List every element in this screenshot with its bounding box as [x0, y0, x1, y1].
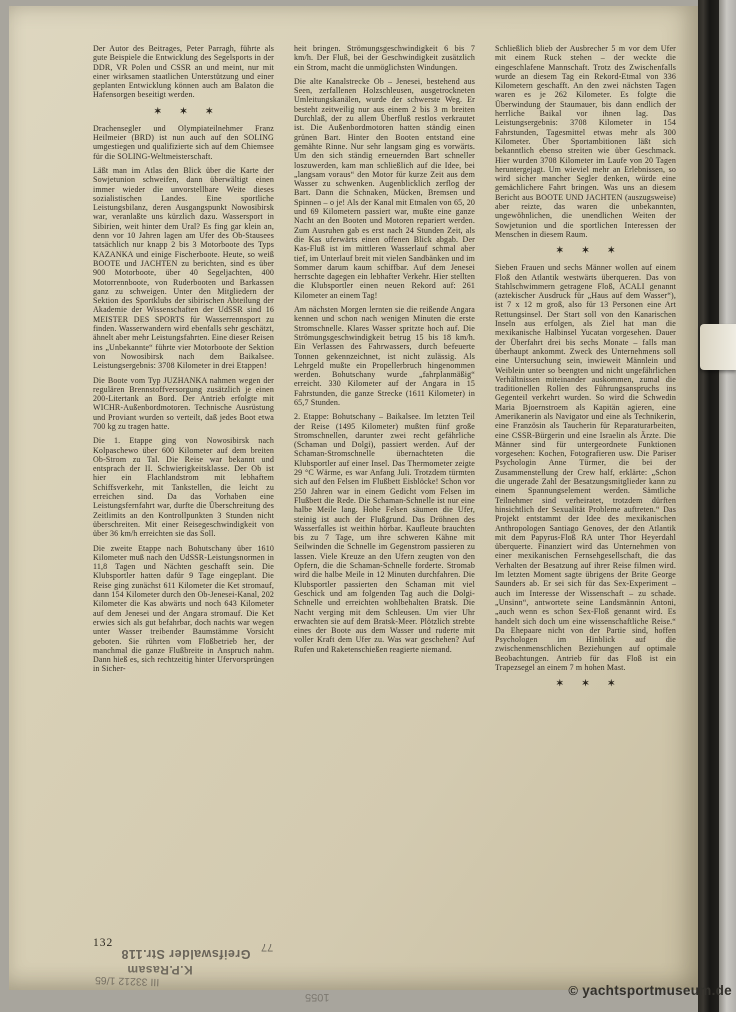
paragraph: Schließlich blieb der Ausbrecher 5 m vor dem Ufer mit einem Ruck stehen – der weckte die eingeschlafene Mannschaft. Trotz des Zwischenfalls wurde an diesem Tag ein Rekord-Etmal von 336 Kilometern geschafft. An den zwei nächsten Tagen waren es je 262 Kilometer. Es folgte die Überwindung der Staumauer, bis dann endlich der herrliche Baikal vor ihnen lag. Das Leistungsergebnis: 3708 Kilometer in 154 Fahrstunden, Tagesmittel etwas mehr als 300 Kilometer. Über Sportambitionen läßt sich bekanntlich ebenso streiten wie über Geschmack. Hier wurden 3708 Kilometer im Laufe von 20 Tagen heruntergejagt. Um wieviel mehr an Erlebnissen, so wird sicher mancher Segler denken, würde eine gemächlichere Fahrt bringen. Was uns an diesem Bericht aus BOOTE UND JACHTEN (auszugsweise) aber reizte, das waren die unbekannten, ungewöhnlichen, die unendlichen Weiten der Sowjetunion und die sportlichen Interessen der Menschen in diesem Raum.	[495, 44, 676, 239]
stamp-address: Greifswalder Str.118	[121, 947, 251, 961]
stamp-print-code: III 33212 1/65	[94, 973, 160, 989]
scan-edge-margin	[719, 0, 736, 1012]
copyright-icon: ©	[568, 983, 579, 998]
text-column-3	[495, 44, 676, 696]
paragraph: Die Boote vom Typ JUZHANKA nahmen wegen der regulären Brennstoffversorgung zusätzlich je einen 200-Litertank an Bord. Der Antrieb erfolgte mit WICHR-Außenbordmotoren. Technische Ausrüstung und Proviant wurden so verteilt, daß jedes Boot etwa 700 kg zu tragen hatte.	[93, 375, 274, 431]
paragraph: Drachensegler und Olympiateilnehmer Franz Heilmeier (BRD) ist nun auch auf den SOLING umgestiegen und qualifizierte sich auf dem Chiemsee für die SOLING-Weltmeisterschaft.	[93, 123, 274, 161]
watermark	[568, 983, 732, 998]
paragraph: Läßt man im Atlas den Blick über die Karte der Sowjetunion schweifen, dann überwältigt einen immer wieder die unvorstellbare Weite dieses sozialistischen Landes. Eine sportliche Leistungsbilanz, deren Ausgangspunkt Nowosibirsk war, veranlaßte uns kürzlich dazu. Wassersport in Sibirien, weit hinter dem Ural? Es fing gar klein an, denn vor 10 Jahren lagen am Ufer des Ob-Stausees tatsächlich nur knapp 2 bis 3 Motorboote des Typs KAZANKA und einige Fischerboote. Heute, so weiß BOOTE und JACHTEN zu berichten, sind es über 900 Motorboote, über 40 Segeljachten, 400 Motorrennboote, von Ruderbooten und Barkassen ganz zu schweigen. Unter den Mitgliedern der Sektion des Sportklubs der sibirischen Abteilung der Akademie der Wissenschaften der UdSSR sind 16 MEISTER DES SPORTS für Wasserrennsport zu finden. Wasserwandern wird ebenfalls sehr geschätzt, ähnelt aber mehr Leistungsfahrten. Eine dieser Reisen ins „Unbekannte“ führte vier Motorboote der Sektion von Nowosibirsk nach dem Baikalsee. Leistungsergebnis: 3708 Kilometer in drei Etappen!	[93, 165, 274, 371]
scan-edge-shadow	[698, 0, 719, 1012]
section-separator: ✶ ✶ ✶	[153, 105, 222, 116]
stamp-reference-number: 77	[261, 941, 274, 953]
stamp-owner-name: K.P.Rasam	[127, 963, 193, 977]
stamp-serial-number: 1055	[305, 991, 330, 1003]
paragraph: Die 1. Etappe ging von Nowosibirsk nach Kolpaschewo über 600 Kilometer auf dem breiten Ob-Strom zu Tal. Die Reise war bekannt und entsprach der II. Schwierigkeitsklasse. Der Ob ist hier ein Flachlandstrom mit lebhaftem Schiffsverkehr, mit Tankstellen, die leicht zu erreichen sind. Da das Vorhaben eine Leistungsfernfahrt war, durfte die Überschreitung des Zeitlimits an den Kontrollpunkten 3 Stunden nicht überschreiten. Mit einer Reisegeschwindigkeit von über 36 km/h erreichten sie das Soll.	[93, 436, 274, 539]
section-separator: ✶ ✶ ✶	[555, 245, 624, 256]
paragraph: Sieben Frauen und sechs Männer wollen auf einem Floß den Atlantik westwärts überqueren. Das von Stahlschwimmern getragene Floß, ACALI genannt (aztekischer Ausdruck für „Haus auf dem Wasser“), ist 7 x 12 m groß, also für 13 Personen eine Art Rettungsinsel. Der Start soll von den Kanarischen Inseln aus erfolgen, als Ziel hat man die mexikanische Halbinsel Yucatan vorgesehen. Dauer der Überfahrt drei bis sechs Monate – falls man überhaupt ankommt. Zweck des Unternehmens soll eine Untersuchung sein, inwieweit Männlein und Weiblein unter so beengten und nicht ungefährlichen Verhältnissen miteinander auskommen, zumal die traditionellen Rollen des Führungsanspruchs ins Gegenteil verkehrt wurden. So wird die Schwedin Maria Bjoernstroem als Kapitän agieren, eine Amerikanerin als Navigator und eine als Technikerin, eine Französin als Taucherin für Reparaturarbeiten, eine CSSR-Bürgerin und eine Israelin als Ärzte. Die Männer sind für untergeordnete Funktionen vorgesehen: Kochen, Fotografieren usw. Die Pariser Psychologin Anne Türmer, die bei der Zusammenstellung der Crew half, erklärte: „Schon die ungerade Zahl der Besatzungsmitglieder kann zu einem Spannungselement werden. Sämtliche Teilnehmer sind verheiratet, trotzdem dürften hinsichtlich der Sexualität Probleme auftreten.“ Das Projekt entstammt der Idee des mexikanischen Anthropologen Santiago Genoves, der den Atlantik mit dem Papyrus-Floß RA unter Thor Heyerdahl überquerte. Finanziert wird das Unternehmen von einer mexikanischen Fernsehgesellschaft, die das Verhalten der Besatzung auf ihrer Reise filmen wird. Im letzten Moment sagte übrigens der Brite George Saunders ab. Er sei sich für das Sex-Experiment – auch im Interesse der Wissenschaft – zu schade. „Unsinn“, antwortete seine Landsmännin Antoni, „auch wenn es schon Sex-Floß genannt wird. Es handelt sich doch um eine wissenschaftliche Reise.“ Da Ehepaare nicht von der Partie sind, hoffen Psychologen im Hinblick auf die zwischenmenschlichen Beziehungen auf optimale Beobachtungen. Antrieb für das Floß ist ein Trapezsegel an einem 7 m hohen Mast.	[495, 263, 676, 672]
paragraph: 2. Etappe: Bohutschany – Baikalsee. Im letzten Teil der Reise (1495 Kilometer) mußten fünf große Stromschnellen, darunter zwei recht gefährliche (Schaman und Dolgi), passiert werden. Auf der Schaman-Stromschnelle übernachteten die Klubsportler auf einer Insel. Das Thermometer zeigte 29 °C Wärme, es war Anfang Juli. Trotzdem türmten sich auf den Felsen im Flußbett Eisblöcke! Schon vor 250 Jahren war in einem Gedicht vom Felsen im Flußbett die Rede. Die Schaman-Schnelle ist nur eine halbe Meile lang. Hohe Felsen säumen die Ufer, steinig ist auch der Flußgrund. Das Dröhnen des Wasserfalles ist weithin hörbar. Kaufleute brauchten bis zu 7 Tage, um ihre schweren Kähne mit Seilwinden die Schnelle im Gegenstrom passieren zu lassen. Viele Kreuze an den Ufern zeugten von den Opfern, die die Schaman-Schnelle forderte. Stromab wird die halbe Meile in 12 Minuten durchfahren. Die Klubsportler passierten den Schaman mit viel Geschick und am folgenden Tag auch die Dolgi-Schnelle und erreichten wohlbehalten Bratsk. Die Nacht verging mit dem Schleusen. Um vier Uhr erwachten sie auf dem Bratsk-Meer. Plötzlich strebte eines der Boote aus dem Wasser und ruderte mit voller Kraft dem Ufer zu. Was war geschehen? Auf Rufen und Raketenschießen reagierte niemand.	[294, 412, 475, 654]
text-column-1	[93, 44, 274, 696]
page-edge-notch	[700, 324, 736, 370]
text-columns	[93, 44, 677, 696]
watermark-text: yachtsportmuseum.de	[582, 983, 732, 998]
section-separator: ✶ ✶ ✶	[555, 678, 624, 689]
text-column-2	[294, 44, 475, 696]
page-number: 132	[93, 937, 114, 949]
paragraph: Die alte Kanalstrecke Ob – Jenesei, bestehend aus Seen, zerfallenen Holzschleusen, ausgetrockneten Umleitungskanälen, wurde der schwerste Weg. Er besteht zeitweilig nur aus einem 2 bis 3 m breiten Durchlaß, der zu allem Überfluß restlos verkrautet ist. Die Außenbordmotoren hatten ständig einen grünen Bart. Hinter den Booten entstand eine gemähte Rinne. Nur sehr langsam ging es vorwärts. Um den sich ständig erneuernden Bart schneller loszuwerden, kam man schließlich auf die Idee, bei „langsam voraus“ den Motor für kurze Zeit aus dem Wasser zu schwenken. Augenblicklich zerflog der Bart. Dann die Schnaken, Mücken, Bremsen und Spinnen – o je! Als der Kanal mit Etmalen von 65, 20 und 69 Kilometern passiert war, mußte eine ganze Nacht an den Booten und Motoren repariert werden. Zum Ausruhen gab es erst nach 24 Stunden Zeit, als die Kas uferwärts einen offenen Blick abgab. Der Kas-Fluß ist im mittleren Wasserlauf schmal aber tief, im Unterlauf breit mit vielen Sandbänken und im Sommer darum kaum schiffbar. Auf dem Jenesei herrschte dagegen ein lebhafter Verkehr. Hier stellten die Klubsportler einen neuen Rekord auf: 261 Kilometer an einem Tag!	[294, 76, 475, 300]
paragraph: Der Autor des Beitrages, Peter Parragh, führte als gute Beispiele die Entwicklung des Segelsports in der DDR, VR Polen und CSSR an und meint, nur mit einer wirksamen staatlichen Unterstützung und einer geplanten Entwicklung können auch am Balaton die Hafensorgen beseitigt werden.	[93, 44, 274, 100]
paragraph: heit bringen. Strömungsgeschwindigkeit 6 bis 7 km/h. Der Fluß, bei der Geschwindigkeit zusätzlich ein Strom, macht die unmöglichsten Windungen.	[294, 44, 475, 72]
paragraph: Am nächsten Morgen lernten sie die reißende Angara kennen und schon nach wenigen Minuten die erste Stromschnelle. Klares Wasser spritzte hoch auf. Die Strömungsgeschwindigkeit betrug 15 bis 18 km/h. Ein Verlassen des Fahrwassers, durch befeuerte Tonnen gekennzeichnet, ist nicht zulässig. Als Lehrgeld mußte ein Propellerbruch hingenommen werden. Bohutschany wurde „fahrplanmäßig“ erreicht. 330 Kilometer auf der Angara in 15 Fahrstunden, die ganze Strecke (1611 Kilometer) in 65,7 Stunden.	[294, 305, 475, 407]
paragraph: Die zweite Etappe nach Bohutschany über 1610 Kilometer muß nach den UdSSR-Leistungsnormen in 11,8 Tagen und Nächten geschafft sein. Die Klubsportler hatten dafür 9 Tage eingeplant. Die Reise ging zunächst 611 Kilometer die Ket stromauf, dann 154 Kilometer durch den Ob-Jenesei-Kanal, 202 Kilometer die Kas abwärts und noch 643 Kilometer auf dem Jenesei und der Angara stromauf. Die Ket erwies sich als gut befahrbar, doch nachts war wegen unter Wasser treibender Baumstämme Vorsicht geboten. Sie rührten vom Floßbetrieb her, der manchmal die ganze Flußbreite in Anspruch nahm. Dann hieß es, sich rechtzeitig hinter Ufervorsprüngen in Sicher-	[93, 543, 274, 674]
